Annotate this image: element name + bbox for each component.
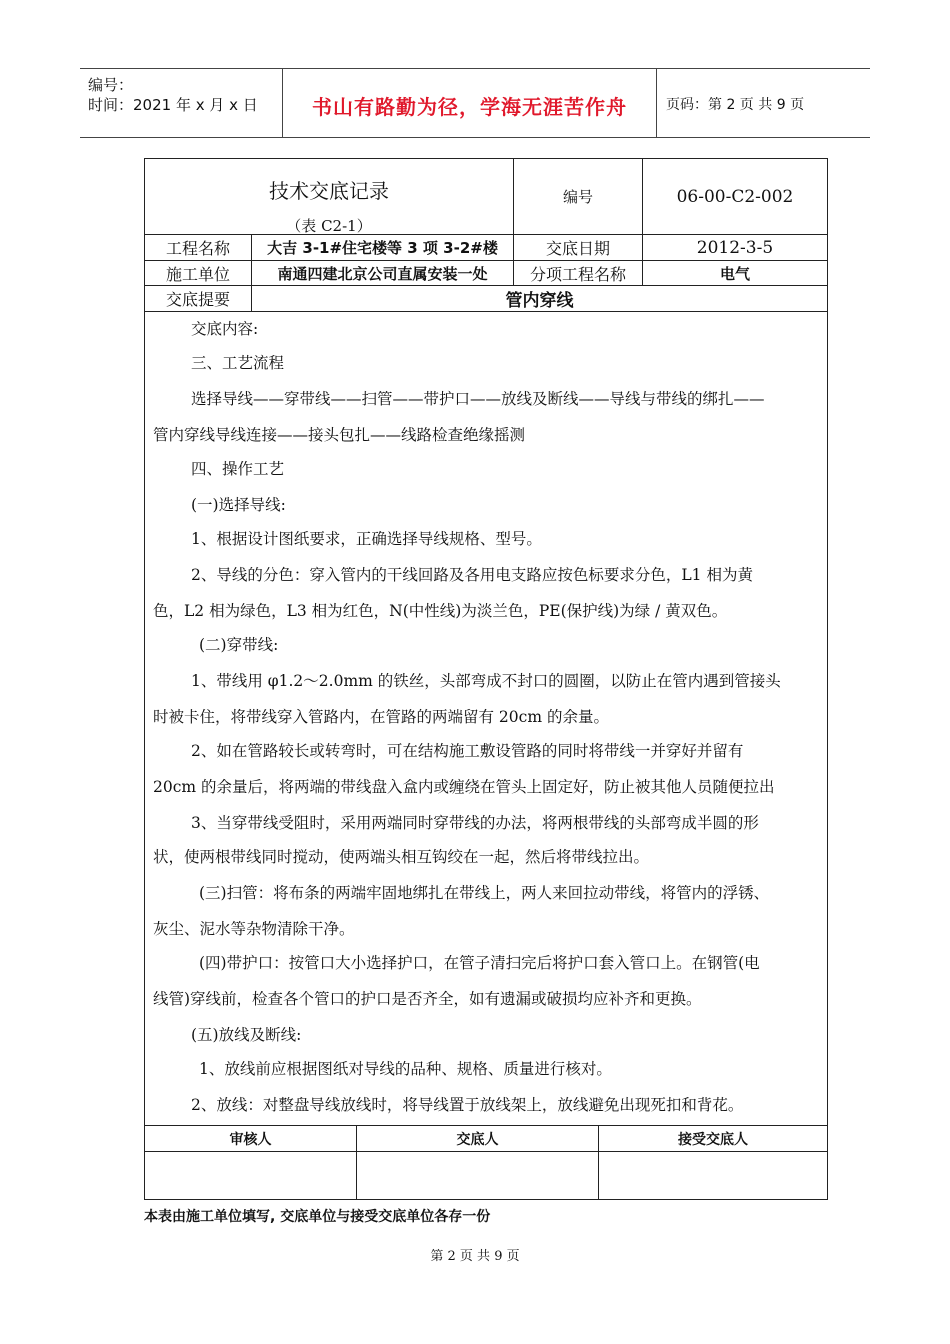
unit-label: 施工单位 — [165, 264, 230, 284]
unit-value: 南通四建北京公司直属安装一处 — [277, 264, 488, 283]
header-time: 时间：2021 年 x 月 x 日 — [88, 96, 258, 114]
subsection-heading: (二)穿带线: — [199, 636, 279, 654]
content-line: 2、导线的分色：穿入管内的干线回路及各用电支路应按色标要求分色，L1 相为黄 — [191, 566, 753, 584]
signature-section — [145, 1126, 827, 1200]
header-motto: 书山有路勤为径，学海无涯苦作舟 — [312, 95, 627, 119]
content-line: 1、带线用 φ1.2～2.0mm 的铁丝，头部弯成不封口的圆圈，以防止在管内遇到管接头 — [191, 672, 781, 690]
date-label: 交底日期 — [545, 239, 610, 258]
row-divider — [145, 311, 827, 312]
receiver-label: 接受交底人 — [678, 1132, 748, 1148]
content-line: 灰尘、泥水等杂物清除干净。 — [153, 920, 355, 938]
section-heading: 三、工艺流程 — [191, 354, 285, 372]
content-line: (三)扫管：将布条的两端牢固地绑扎在带线上，两人来回拉动带线，将管内的浮锈、 — [199, 884, 770, 902]
record-subtitle: （表 C2-1） — [286, 217, 372, 235]
summary-value: 管内穿线 — [505, 291, 574, 311]
content-line: 状，使两根带线同时搅动，使两端头相互钩绞在一起，然后将带线拉出。 — [153, 848, 650, 866]
project-label: 工程名称 — [165, 239, 230, 258]
section-heading: 四、操作工艺 — [191, 460, 285, 478]
subsection-heading: (一)选择导线: — [191, 496, 286, 514]
subproject-label: 分项工程名称 — [529, 264, 626, 284]
content-line: 2、放线：对整盘导线放线时，将导线置于放线架上，放线避免出现死扣和背花。 — [191, 1096, 744, 1114]
code-label: 编号 — [562, 188, 593, 206]
technical-disclosure-table — [144, 158, 828, 1200]
content-line: 时被卡住，将带线穿入管路内，在管路的两端留有 20cm 的余量。 — [153, 708, 609, 726]
project-value: 大吉 3-1#住宅楼等 3 项 3-2#楼 — [267, 239, 498, 257]
discloser-label: 交底人 — [456, 1132, 499, 1148]
code-value: 06-00-C2-002 — [676, 186, 794, 207]
page-header — [80, 68, 870, 138]
date-value: 2012-3-5 — [696, 237, 774, 258]
header-meta — [88, 75, 258, 115]
content-line: 2、如在管路较长或转弯时，可在结构施工敷设管路的同时将带线一并穿好并留有 — [191, 742, 744, 760]
content-line: (四)带护口：按管口大小选择护口，在管子清扫完后将护口套入管口上。在钢管(电 — [199, 954, 760, 972]
header-number-label: 编号： — [88, 76, 134, 94]
content-line: 1、根据设计图纸要求，正确选择导线规格、型号。 — [191, 530, 542, 548]
record-title: 技术交底记录 — [269, 179, 389, 203]
content-line: 20cm 的余量后，将两端的带线盘入盒内或缠绕在管头上固定好，防止被其他人员随便拉出 — [153, 778, 775, 796]
content-heading: 交底内容: — [191, 320, 259, 338]
content-line: 1、放线前应根据图纸对导线的品种、规格、质量进行核对。 — [199, 1060, 612, 1078]
reviewer-label: 审核人 — [229, 1132, 272, 1148]
content-line: 线管)穿线前，检查各个管口的护口是否齐全，如有遗漏或破损均应补齐和更换。 — [153, 990, 702, 1008]
header-divider — [656, 69, 657, 137]
table-note: 本表由施工单位填写, 交底单位与接受交底单位各存一份 — [144, 1209, 491, 1225]
page-footer: 第 2 页 共 9 页 — [430, 1249, 520, 1264]
content-line: 选择导线——穿带线——扫管——带护口——放线及断线——导线与带线的绑扎—— — [191, 390, 765, 408]
content-line: 色，L2 相为绿色，L3 相为红色，N(中性线)为淡兰色，PE(保护线)为绿 / 黄双色。 — [153, 602, 728, 620]
header-page-info: 页码：第 2 页 共 9 页 — [666, 97, 805, 113]
subproject-value: 电气 — [719, 264, 750, 283]
content-line: 3、当穿带线受阻时，采用两端同时穿带线的办法，将两根带线的头部弯成半圆的形 — [191, 814, 759, 832]
subsection-heading: (五)放线及断线: — [191, 1026, 302, 1044]
content-line: 管内穿线导线连接——接头包扎——线路检查绝缘摇测 — [153, 426, 526, 444]
summary-label: 交底提要 — [165, 290, 230, 309]
